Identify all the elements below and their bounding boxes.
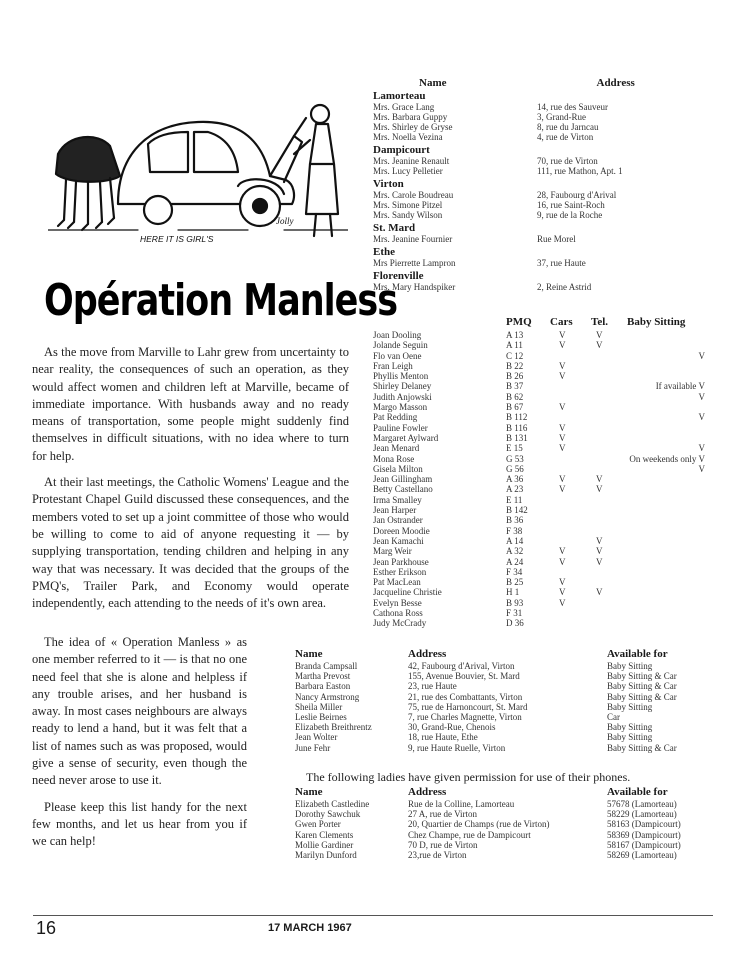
phone-number: 58167 (Dampicourt) — [607, 839, 681, 850]
pmq-name: Marg Weir — [373, 546, 412, 557]
pmq-row — [373, 351, 713, 361]
available-name: Elizabeth Breithrentz — [295, 722, 372, 733]
available-name: Jean Wolter — [295, 732, 338, 743]
person-address: 28, Faubourg d'Arival — [537, 190, 617, 200]
phone-address: 23,rue de Virton — [408, 849, 467, 860]
pmq-name: Margaret Aylward — [373, 432, 439, 443]
pmq-number: B 116 — [506, 422, 528, 433]
pmq-row — [373, 340, 713, 350]
pmq-cars: V — [559, 422, 566, 433]
town-person-row — [373, 122, 703, 132]
town-heading: Ethe — [373, 246, 395, 258]
pmq-name: Gisela Milton — [373, 463, 423, 474]
phone-address: 20, Quartier de Champs (rue de Virton) — [408, 819, 550, 830]
pmq-name: Cathona Ross — [373, 608, 423, 619]
pmq-baby-sitting: If available V — [655, 381, 705, 392]
phone-address: Rue de la Colline, Lamorteau — [408, 799, 515, 809]
pmq-number: B 37 — [506, 381, 524, 392]
phone-row — [295, 809, 715, 819]
available-table — [295, 648, 715, 753]
available-for: Baby Sitting — [607, 732, 653, 743]
pmq-name: Jean Menard — [373, 443, 420, 454]
pmq-number: F 34 — [506, 566, 523, 577]
pmq-baby-sitting: V — [698, 463, 705, 474]
article-paragraph-2: At their last meetings, the Catholic Womens' League and the Protestant Chapel Guild discussed these consequences, and the members voted to set up a joint committee of those who would be willing to come to aid of anyone requesting it — by supplying transportation, tending children and helping in any way that was necessary. It was decided that the groups of the PMQ's, Trailer Park, and Economy would operate independently, each attending to the needs of it's own area. — [32, 475, 349, 611]
available-row — [295, 671, 715, 681]
pmq-row — [373, 587, 713, 597]
pmq-name: Pat Redding — [373, 412, 418, 423]
pmq-row — [373, 536, 713, 546]
pmq-baby-sitting: V — [698, 443, 705, 454]
pmq-row — [373, 484, 713, 494]
pmq-baby-sitting: On weekends only V — [629, 453, 705, 464]
available-name-header: Name — [295, 648, 323, 660]
pmq-cars: V — [559, 340, 566, 351]
pmq-name: Mona Rose — [373, 453, 415, 464]
pmq-cars: V — [559, 474, 566, 485]
person-name: Mrs. Sandy Wilson — [373, 210, 443, 220]
phone-name: Dorothy Sawchuk — [295, 809, 361, 820]
pmq-name: Judy McCrady — [373, 618, 427, 629]
pmq-cars: V — [559, 597, 566, 608]
pmq-number: A 14 — [506, 535, 524, 546]
phone-number: 58369 (Dampicourt) — [607, 829, 681, 840]
person-address: 70, rue de Virton — [537, 156, 598, 166]
pmq-number: F 31 — [506, 608, 523, 619]
pmq-tel: V — [596, 587, 603, 598]
pmq-name: Betty Castellano — [373, 484, 433, 495]
pmq-name: Judith Anjowski — [373, 391, 432, 402]
town-heading: Virton — [373, 178, 404, 190]
page-number: 16 — [36, 918, 57, 938]
phone-name: Mollie Gardiner — [295, 839, 354, 850]
available-row — [295, 722, 715, 732]
pmq-number: B 67 — [506, 402, 524, 413]
available-name: Leslie Beirnes — [295, 711, 347, 722]
pmq-cars: V — [559, 443, 566, 454]
pmq-name: Pat MacLean — [373, 577, 421, 588]
pmq-name: Esther Erikson — [373, 566, 427, 577]
pmq-row — [373, 557, 713, 567]
phone-row — [295, 840, 715, 850]
phone-number: 58229 (Lamorteau) — [607, 809, 677, 820]
person-address: 9, rue de la Roche — [537, 210, 603, 220]
phone-name: Karen Clements — [295, 829, 354, 840]
available-row — [295, 743, 715, 753]
pmq-tel: V — [596, 546, 603, 557]
person-name: Mrs. Shirley de Gryse — [373, 122, 453, 132]
town-heading: St. Mard — [373, 222, 416, 234]
cartoon-signature: Jolly — [276, 216, 294, 226]
available-row — [295, 661, 715, 671]
phone-address: 27 A, rue de Virton — [408, 809, 478, 820]
town-heading: Lamorteau — [373, 90, 426, 102]
town-person-row — [373, 166, 703, 176]
pmq-row — [373, 443, 713, 453]
pmq-name: Jean Gillingham — [373, 474, 433, 485]
pmq-row — [373, 474, 713, 484]
cars-header: Cars — [550, 316, 573, 328]
pmq-row — [373, 464, 713, 474]
pmq-number: A 11 — [506, 340, 523, 351]
available-name: Barbara Easton — [295, 681, 351, 692]
person-address: 3, Grand-Rue — [537, 112, 586, 122]
pmq-name: Jolande Seguin — [373, 340, 428, 351]
pmq-name: Irma Smalley — [373, 494, 422, 505]
pmq-name: Jacqueline Christie — [373, 587, 442, 598]
towns-address-header: Address — [596, 77, 635, 89]
person-name: Mrs. Jeanine Fournier — [373, 234, 453, 244]
person-name: Mrs. Jeanine Renault — [373, 156, 450, 166]
town-person-row — [373, 258, 703, 268]
pmq-number: E 11 — [506, 494, 523, 505]
article-paragraph-3: The idea of « Operation Manless » as one member referred to it — is that no one need feel that she is alone and helpless if any trouble arises, and her husband is away. In most cases neighbours are always ready to lend a hand, but it was felt that a list of names such as was proposed, would give a sense of security, even though the need never arose to use it. — [32, 635, 247, 788]
phones-name-header: Name — [295, 786, 323, 798]
pmq-number: C 12 — [506, 350, 524, 361]
pmq-number: B 36 — [506, 515, 524, 526]
pmq-number: A 13 — [506, 330, 524, 340]
pmq-cars: V — [559, 587, 566, 598]
pmq-cars: V — [559, 546, 566, 557]
person-name: Mrs. Noella Vezina — [373, 132, 443, 142]
available-address: 9, rue Haute Ruelle, Virton — [408, 742, 506, 753]
cartoon-caption: HERE IT IS GIRL'S — [140, 234, 214, 244]
pmq-number: G 53 — [506, 453, 524, 464]
pmq-name: Jean Harper — [373, 505, 417, 516]
pmq-tel: V — [596, 330, 603, 340]
phone-address: 70 D, rue de Virton — [408, 839, 478, 850]
pmq-row — [373, 402, 713, 412]
available-for: Baby Sitting & Car — [607, 681, 677, 692]
pmq-row — [373, 546, 713, 556]
pmq-row — [373, 330, 713, 340]
person-address: 14, rue des Sauveur — [537, 102, 608, 112]
pmq-row — [373, 495, 713, 505]
pmq-number: B 112 — [506, 412, 528, 423]
pmq-tel: V — [596, 474, 603, 485]
available-row — [295, 732, 715, 742]
pmq-name: Pauline Fowler — [373, 422, 428, 433]
pmq-row — [373, 381, 713, 391]
pmq-row — [373, 608, 713, 618]
phone-number: 57678 (Lamorteau) — [607, 799, 677, 809]
towns-body — [373, 90, 703, 292]
pmq-name: Jean Parkhouse — [373, 556, 429, 567]
pmq-number: D 36 — [506, 618, 524, 629]
town-person-row — [373, 156, 703, 166]
available-address: 21, rue des Combattants, Virton — [408, 691, 523, 702]
pmq-tel: V — [596, 535, 603, 546]
available-for: Baby Sitting — [607, 722, 653, 733]
available-for-header: Available for — [607, 648, 668, 660]
phones-available-header: Available for — [607, 786, 668, 798]
pmq-row — [373, 423, 713, 433]
available-address: 30, Grand-Rue, Chenois — [408, 722, 496, 733]
available-for: Car — [607, 711, 620, 722]
phone-row — [295, 830, 715, 840]
pmq-row — [373, 454, 713, 464]
phone-name: Marilyn Dunford — [295, 849, 357, 860]
person-address: 16, rue Saint-Roch — [537, 200, 605, 210]
pmq-number: E 15 — [506, 443, 523, 454]
pmq-cars: V — [559, 371, 566, 382]
pmq-row — [373, 577, 713, 587]
town-person-row — [373, 234, 703, 244]
pmq-row — [373, 412, 713, 422]
pmq-name: Margo Masson — [373, 402, 428, 413]
phone-number: 58163 (Dampicourt) — [607, 819, 681, 830]
phones-body — [295, 799, 715, 860]
person-address: 37, rue Haute — [537, 258, 586, 268]
person-address: 111, rue Mathon, Apt. 1 — [537, 166, 623, 176]
pmq-cars: V — [559, 577, 566, 588]
pmq-number: B 62 — [506, 391, 524, 402]
pmq-number: H 1 — [506, 587, 520, 598]
available-for: Baby Sitting — [607, 661, 653, 671]
available-row — [295, 692, 715, 702]
person-name: Mrs. Carole Boudreau — [373, 190, 454, 200]
issue-date: 17 MARCH 1967 — [268, 922, 352, 934]
phone-number: 58269 (Lamorteau) — [607, 849, 677, 860]
pmq-tel: V — [596, 484, 603, 495]
available-address: 18, rue Haute, Ethe — [408, 732, 478, 743]
pmq-name: Phyllis Menton — [373, 371, 429, 382]
town-person-row — [373, 200, 703, 210]
pmq-row — [373, 515, 713, 525]
phone-address: Chez Champe, rue de Dampicourt — [408, 829, 531, 840]
pmq-body — [373, 330, 713, 629]
pmq-cars: V — [559, 402, 566, 413]
phone-row — [295, 819, 715, 829]
pmq-row — [373, 361, 713, 371]
available-name: Sheila Miller — [295, 701, 343, 712]
available-body — [295, 661, 715, 753]
pmq-name: Jean Kamachi — [373, 535, 424, 546]
pmq-row — [373, 618, 713, 628]
pmq-name: Joan Dooling — [373, 330, 422, 340]
person-name: Mrs. Lucy Pelletier — [373, 166, 443, 176]
available-name: Nancy Armstrong — [295, 691, 360, 702]
pmq-row — [373, 526, 713, 536]
pmq-row — [373, 567, 713, 577]
available-name: Martha Prevost — [295, 671, 351, 682]
town-person-row — [373, 282, 703, 292]
pmq-row — [373, 433, 713, 443]
pmq-baby-sitting: V — [698, 412, 705, 423]
available-for: Baby Sitting & Car — [607, 671, 677, 682]
town-heading: Dampicourt — [373, 144, 430, 156]
pmq-name: Doreen Moodie — [373, 525, 430, 536]
cartoon — [48, 84, 348, 256]
available-address: 7, rue Charles Magnette, Virton — [408, 711, 522, 722]
available-row — [295, 702, 715, 712]
pmq-cars: V — [559, 330, 566, 340]
phone-row — [295, 850, 715, 860]
pmq-number: A 32 — [506, 546, 524, 557]
person-name: Mrs. Grace Lang — [373, 102, 435, 112]
pmq-number: F 38 — [506, 525, 523, 536]
town-heading: Florenville — [373, 270, 424, 282]
available-for: Baby Sitting — [607, 701, 653, 712]
towns-name-header: Name — [419, 77, 447, 89]
available-address: 23, rue Haute — [408, 681, 457, 692]
person-name: Mrs. Simone Pitzel — [373, 200, 443, 210]
towns-list — [373, 77, 703, 292]
pmq-tel: V — [596, 340, 603, 351]
tel-header: Tel. — [591, 316, 609, 328]
article-title: Opération Manless — [44, 276, 398, 326]
pmq-name: Evelyn Besse — [373, 597, 422, 608]
pmq-name: Shirley Delaney — [373, 381, 432, 392]
pmq-number: A 23 — [506, 484, 524, 495]
available-name: Branda Campsall — [295, 661, 358, 671]
pmq-tel: V — [596, 556, 603, 567]
baby-sitting-header: Baby Sitting — [627, 316, 686, 328]
pmq-cars: V — [559, 432, 566, 443]
pmq-name: Jan Ostrander — [373, 515, 423, 526]
pmq-row — [373, 505, 713, 515]
person-address: Rue Morel — [537, 234, 576, 244]
pmq-number: B 26 — [506, 371, 524, 382]
pmq-baby-sitting: V — [698, 350, 705, 361]
pmq-number: B 22 — [506, 360, 524, 371]
person-name: Mrs. Mary Handspiker — [373, 282, 456, 292]
pmq-name: Fran Leigh — [373, 360, 413, 371]
person-address: 8, rue du Jarncau — [537, 122, 599, 132]
pmq-cars: V — [559, 556, 566, 567]
pmq-number: B 93 — [506, 597, 524, 608]
pmq-header: PMQ — [506, 316, 532, 328]
pmq-number: A 36 — [506, 474, 524, 485]
pmq-cars: V — [559, 484, 566, 495]
phone-name: Gwen Porter — [295, 819, 341, 830]
pmq-row — [373, 371, 713, 381]
town-person-row — [373, 112, 703, 122]
pmq-row — [373, 598, 713, 608]
town-person-row — [373, 190, 703, 200]
pmq-name: Flo van Oene — [373, 350, 422, 361]
available-for: Baby Sitting & Car — [607, 691, 677, 702]
pmq-number: G 56 — [506, 463, 524, 474]
pmq-number: B 131 — [506, 432, 528, 443]
article-body — [32, 344, 349, 621]
phones-table — [295, 786, 715, 860]
available-for: Baby Sitting & Car — [607, 742, 677, 753]
town-person-row — [373, 132, 703, 142]
pmq-row — [373, 392, 713, 402]
article-paragraph-4: Please keep this list handy for the next few months, and let us hear from you if we can help! — [32, 799, 247, 849]
pmq-number: B 25 — [506, 577, 524, 588]
phones-intro: The following ladies have given permission for use of their phones. — [306, 770, 631, 784]
town-person-row — [373, 210, 703, 220]
phone-row — [295, 799, 715, 809]
car-cartoon-illustration — [48, 84, 348, 256]
person-address: 4, rue de Virton — [537, 132, 594, 142]
person-name: Mrs Pierrette Lampron — [373, 258, 456, 268]
person-name: Mrs. Barbara Guppy — [373, 112, 448, 122]
available-address: 42, Faubourg d'Arival, Virton — [408, 661, 515, 671]
phone-name: Elizabeth Castledine — [295, 799, 370, 809]
available-address-header: Address — [408, 648, 447, 660]
available-name: June Fehr — [295, 742, 331, 753]
footer-rule — [33, 915, 713, 916]
town-person-row — [373, 102, 703, 112]
available-row — [295, 712, 715, 722]
available-address: 75, rue de Harnoncourt, St. Mard — [408, 701, 528, 712]
available-address: 155, Avenue Bouvier, St. Mard — [408, 671, 520, 682]
pmq-baby-sitting: V — [698, 391, 705, 402]
pmq-table — [373, 316, 713, 629]
available-row — [295, 681, 715, 691]
phones-address-header: Address — [408, 786, 447, 798]
pmq-number: B 142 — [506, 505, 528, 516]
person-address: 2, Reine Astrid — [537, 282, 592, 292]
article-paragraph-1: As the move from Marville to Lahr grew from uncertainty to near reality, the consequences of such an operation, as they would affect women and children left at Marville, became of immediate importance. With husbands away and no ready means of transportation, some people might suddenly find themselves in difficult situations, with no idea where to turn for help. — [32, 345, 349, 463]
article-body-narrow — [32, 634, 247, 860]
pmq-number: A 24 — [506, 556, 524, 567]
pmq-cars: V — [559, 360, 566, 371]
